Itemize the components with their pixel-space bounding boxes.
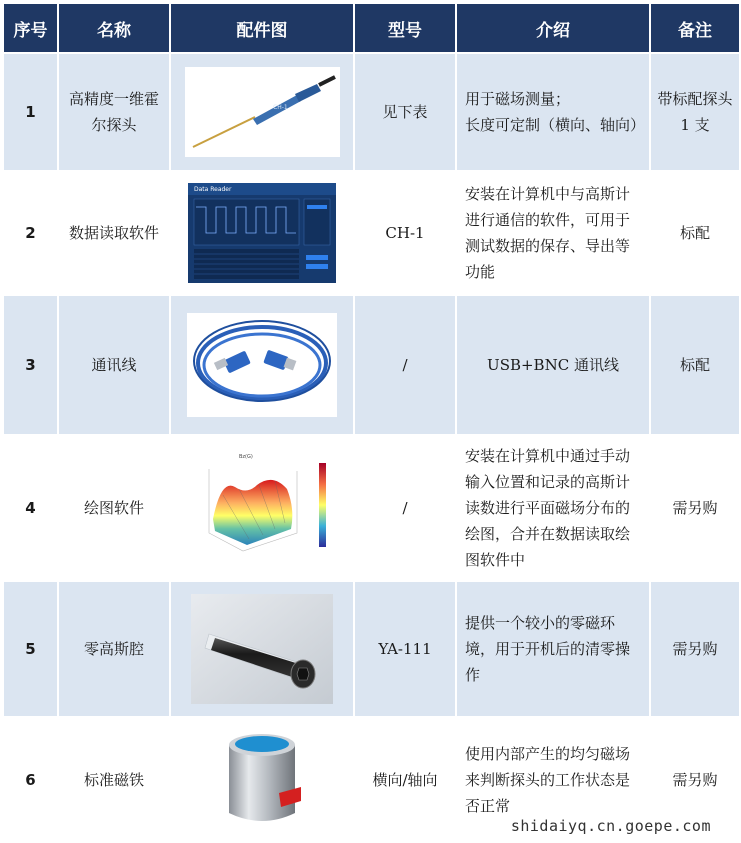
row-note: 需另购 bbox=[650, 581, 740, 717]
row-intro: 提供一个较小的零磁环境，用于开机后的清零操作 bbox=[456, 581, 650, 717]
table-row bbox=[3, 295, 740, 435]
row-image bbox=[170, 171, 354, 295]
row-index: 4 bbox=[3, 435, 58, 581]
intro-line: 长度可定制（横向、轴向） bbox=[465, 116, 646, 134]
row-index: 1 bbox=[3, 53, 58, 171]
row-note: 带标配探头 1 支 bbox=[650, 53, 740, 171]
row-image bbox=[170, 581, 354, 717]
header-name: 名称 bbox=[58, 3, 170, 53]
svg-text:CH-1: CH-1 bbox=[272, 104, 288, 111]
table-row bbox=[3, 53, 740, 171]
header-model: 型号 bbox=[354, 3, 456, 53]
data-reader-software-screenshot bbox=[188, 183, 336, 283]
intro-line: 用于磁场测量； bbox=[465, 90, 571, 108]
row-index: 5 bbox=[3, 581, 58, 717]
header-image: 配件图 bbox=[170, 3, 354, 53]
hall-probe-photo bbox=[185, 67, 340, 157]
3d-field-plot bbox=[187, 449, 337, 567]
standard-magnet-photo bbox=[217, 725, 307, 835]
row-index: 3 bbox=[3, 295, 58, 435]
table-row bbox=[3, 435, 740, 581]
row-image bbox=[170, 53, 354, 171]
header-index: 序号 bbox=[3, 3, 58, 53]
row-image bbox=[170, 295, 354, 435]
row-intro bbox=[456, 53, 650, 171]
table-row bbox=[3, 581, 740, 717]
screenshot-title: Data Reader bbox=[194, 186, 232, 193]
row-note: 需另购 bbox=[650, 435, 740, 581]
row-name: 数据读取软件 bbox=[58, 171, 170, 295]
row-name: 高精度一维霍尔探头 bbox=[58, 53, 170, 171]
row-note: 标配 bbox=[650, 295, 740, 435]
plot-title: Bz(G) bbox=[239, 454, 253, 460]
row-name: 零高斯腔 bbox=[58, 581, 170, 717]
row-name: 绘图软件 bbox=[58, 435, 170, 581]
row-image bbox=[170, 717, 354, 843]
usb-cable-photo bbox=[187, 313, 337, 417]
row-intro: 安装在计算机中通过手动输入位置和记录的高斯计读数进行平面磁场分布的绘图，合并在数据读取绘图软件中 bbox=[456, 435, 650, 581]
row-index: 6 bbox=[3, 717, 58, 843]
table-row bbox=[3, 171, 740, 295]
accessories-table bbox=[2, 2, 741, 843]
row-model: 见下表 bbox=[354, 53, 456, 171]
row-model: YA-111 bbox=[354, 581, 456, 717]
row-name: 通讯线 bbox=[58, 295, 170, 435]
row-intro: 安装在计算机中与高斯计进行通信的软件，可用于测试数据的保存、导出等功能 bbox=[456, 171, 650, 295]
row-model: / bbox=[354, 295, 456, 435]
row-note: 需另购 bbox=[650, 717, 740, 843]
table-header-row bbox=[3, 3, 740, 53]
row-name: 标准磁铁 bbox=[58, 717, 170, 843]
zero-gauss-chamber-photo bbox=[191, 594, 333, 704]
header-intro: 介绍 bbox=[456, 3, 650, 53]
row-note: 标配 bbox=[650, 171, 740, 295]
row-model: / bbox=[354, 435, 456, 581]
row-model: 横向/轴向 bbox=[354, 717, 456, 843]
header-note: 备注 bbox=[650, 3, 740, 53]
row-intro: 使用内部产生的均匀磁场来判断探头的工作状态是否正常 bbox=[456, 717, 650, 843]
row-index: 2 bbox=[3, 171, 58, 295]
row-image bbox=[170, 435, 354, 581]
site-url: shidaiyq.cn.goepe.com bbox=[510, 817, 711, 835]
row-model: CH-1 bbox=[354, 171, 456, 295]
row-intro: USB+BNC 通讯线 bbox=[456, 295, 650, 435]
